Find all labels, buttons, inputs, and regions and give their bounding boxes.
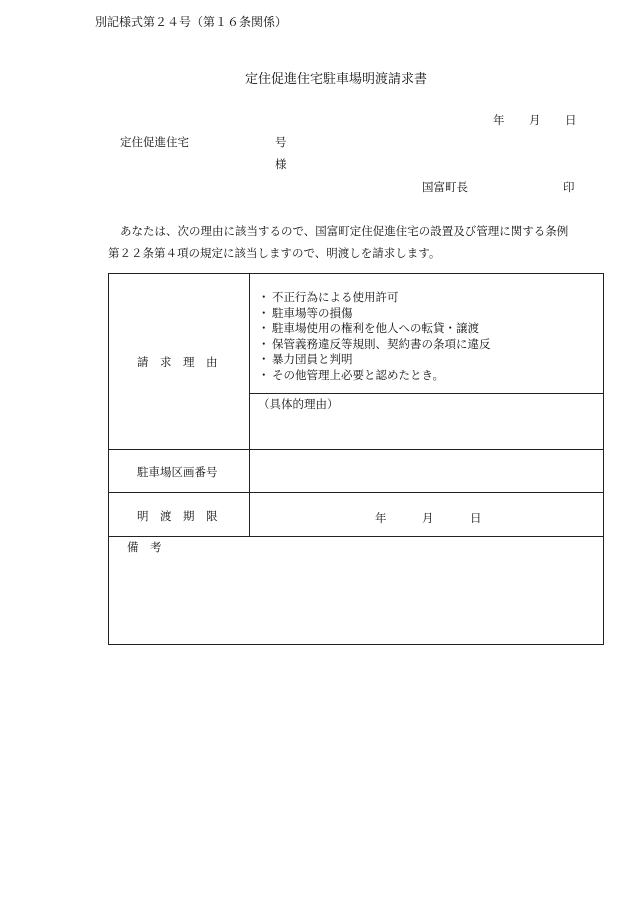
reason-text: その他管理上必要と認めたとき。 xyxy=(272,367,445,382)
table-divider-row3 xyxy=(108,536,604,537)
issuer-name: 国富町長 xyxy=(422,180,468,194)
addressee-number-suffix: 号 xyxy=(275,135,287,149)
issuer-seal: 印 xyxy=(563,180,575,194)
bullet-mark: ・ xyxy=(258,305,270,320)
reason-text: 駐車場等の損傷 xyxy=(272,305,353,320)
reason-item xyxy=(258,352,491,368)
parking-number-field[interactable] xyxy=(252,452,600,488)
table-divider-row1 xyxy=(108,449,604,450)
reason-text: 保管義務違反等規則、契約書の条項に違反 xyxy=(272,336,491,351)
bullet-mark: ・ xyxy=(258,290,270,304)
reason-list xyxy=(258,290,491,383)
reason-item xyxy=(258,290,491,306)
deadline-year: 年 xyxy=(375,511,387,525)
date-month: 月 xyxy=(529,113,541,127)
reason-item xyxy=(258,368,491,384)
bullet-mark: ・ xyxy=(258,321,270,335)
deadline-month: 月 xyxy=(422,511,434,525)
reason-text: 不正行為による使用許可 xyxy=(272,290,399,304)
reason-item xyxy=(258,321,491,337)
bullet-mark: ・ xyxy=(258,367,270,382)
date-year: 年 xyxy=(493,113,505,127)
reason-item xyxy=(258,306,491,322)
table-column-divider xyxy=(249,273,250,536)
reason-text: 駐車場使用の権利を他人への転貸・譲渡 xyxy=(272,321,479,335)
reason-text: 暴力団員と判明 xyxy=(272,352,353,366)
addressee-housing: 定住促進住宅 xyxy=(120,135,189,149)
page-title: 定住促進住宅駐車場明渡請求書 xyxy=(245,72,428,87)
table-divider-row2 xyxy=(108,492,604,493)
reason-item xyxy=(258,337,491,353)
bullet-mark: ・ xyxy=(258,336,270,351)
addressee-honorific: 様 xyxy=(275,157,287,171)
parking-number-label: 駐車場区画番号 xyxy=(137,465,218,479)
reason-label: 請 求 理 由 xyxy=(137,355,218,369)
body-text-line2: 第２２条第４項の規定に該当しますので、明渡しを請求します。 xyxy=(108,246,441,260)
remarks-label: 備 考 xyxy=(127,540,162,554)
bullet-mark: ・ xyxy=(258,352,270,366)
form-number: 別記様式第２４号（第１６条関係） xyxy=(95,15,288,29)
deadline-label: 明 渡 期 限 xyxy=(137,509,218,523)
table-divider-specific-reason xyxy=(249,393,604,394)
deadline-day: 日 xyxy=(470,511,482,525)
specific-reason-label: （具体的理由） xyxy=(258,397,339,411)
body-text-line1: あなたは、次の理由に該当するので、国富町定住促進住宅の設置及び管理に関する条例 xyxy=(120,224,569,238)
date-day: 日 xyxy=(565,113,577,127)
